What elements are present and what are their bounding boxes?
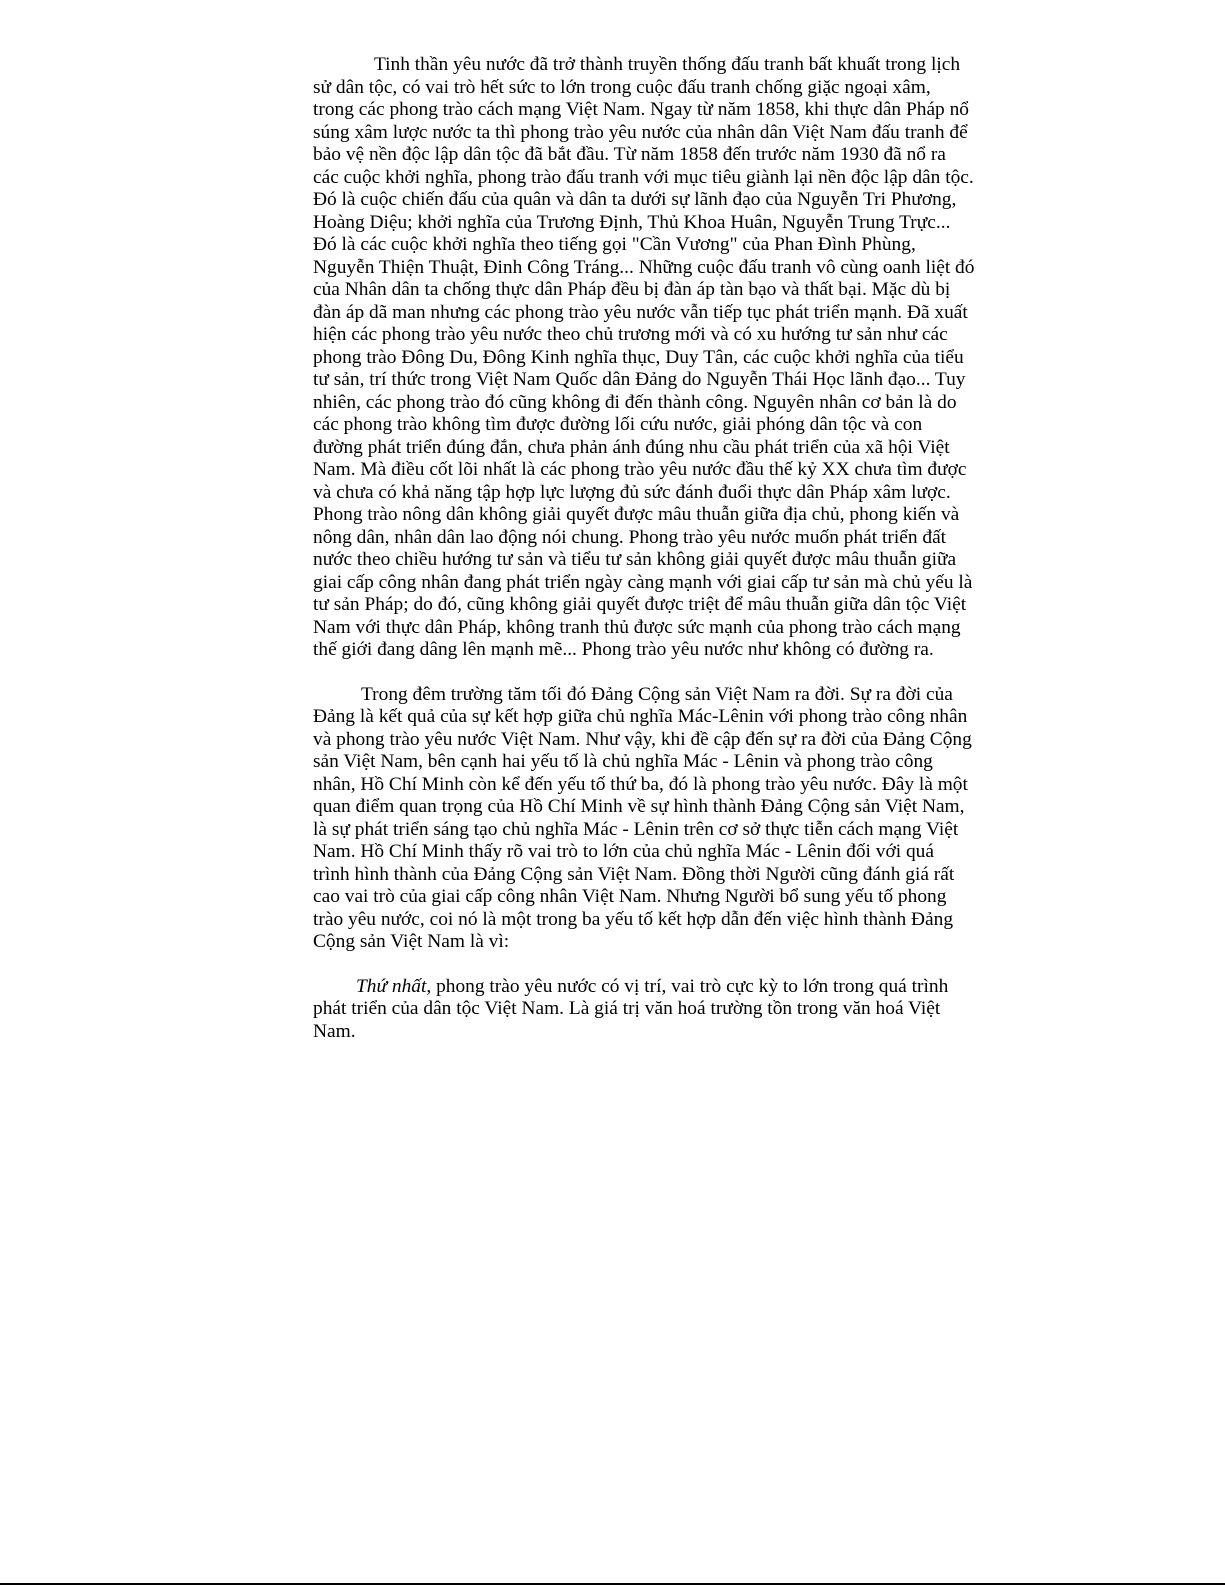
document-body <box>313 54 975 1043</box>
first-reason-text: , phong trào yêu nước có vị trí, vai trò cực kỳ to lớn trong quá trình phát triển của dân tộc Việt Nam. Là giá trị văn hoá trường tồn trong văn hoá Việt Nam. <box>313 975 949 1042</box>
paragraph-first-reason <box>313 976 975 1044</box>
paragraph-patriotic-tradition: Tinh thần yêu nước đã trở thành truyền thống đấu tranh bất khuất trong lịch sử dân tộc, có vai trò hết sức to lớn trong cuộc đấu tranh chống giặc ngoại xâm, trong các phong trào cách mạng Việt Nam. Ngay từ năm 1858, khi thực dân Pháp nổ súng xâm lược nước ta thì phong trào yêu nước của nhân dân Việt Nam đấu tranh để bảo vệ nền độc lập dân tộc đã bắt đầu. Từ năm 1858 đến trước năm 1930 đã nổ ra các cuộc khởi nghĩa, phong trào đấu tranh với mục tiêu giành lại nền độc lập dân tộc. Đó là cuộc chiến đấu của quân và dân ta dưới sự lãnh đạo của Nguyễn Tri Phương, Hoàng Diệu; khởi nghĩa của Trương Định, Thủ Khoa Huân, Nguyễn Trung Trực... Đó là các cuộc khởi nghĩa theo tiếng gọi "Cần Vương" của Phan Đình Phùng, Nguyễn Thiện Thuật, Đinh Công Tráng... Những cuộc đấu tranh vô cùng oanh liệt đó của Nhân dân ta chống thực dân Pháp đều bị đàn áp tàn bạo và thất bại. Mặc dù bị đàn áp dã man nhưng các phong trào yêu nước vẫn tiếp tục phát triển mạnh. Đã xuất hiện các phong trào yêu nước theo chủ trương mới và có xu hướng tư sản như các phong trào Đông Du, Đông Kinh nghĩa thục, Duy Tân, các cuộc khởi nghĩa của tiểu tư sản, trí thức trong Việt Nam Quốc dân Đảng do Nguyễn Thái Học lãnh đạo... Tuy nhiên, các phong trào đó cũng không đi đến thành công. Nguyên nhân cơ bản là do các phong trào không tìm được đường lối cứu nước, giải phóng dân tộc và con đường phát triển đúng đắn, chưa phản ánh đúng nhu cầu phát triển của xã hội Việt Nam. Mà điều cốt lõi nhất là các phong trào yêu nước đầu thế kỷ XX chưa tìm được và chưa có khả năng tập hợp lực lượng đủ sức đánh đuổi thực dân Pháp xâm lược. Phong trào nông dân không giải quyết được mâu thuẫn giữa địa chủ, phong kiến và nông dân, nhân dân lao động nói chung. Phong trào yêu nước muốn phát triển đất nước theo chiều hướng tư sản và tiểu tư sản không giải quyết được mâu thuẫn giữa giai cấp công nhân đang phát triển ngày càng mạnh với giai cấp tư sản mà chủ yếu là tư sản Pháp; do đó, cũng không giải quyết được triệt để mâu thuẫn giữa dân tộc Việt Nam với thực dân Pháp, không tranh thủ được sức mạnh của phong trào cách mạng thế giới đang dâng lên mạnh mẽ... Phong trào yêu nước như không có đường ra. <box>313 54 975 660</box>
first-reason-emphasis: Thứ nhất <box>356 975 427 997</box>
paragraph-party-founding: Trong đêm trường tăm tối đó Đảng Cộng sản Việt Nam ra đời. Sự ra đời của Đảng là kết quả của sự kết hợp giữa chủ nghĩa Mác-Lênin với phong trào công nhân và phong trào yêu nước Việt Nam. Như vậy, khi đề cập đến sự ra đời của Đảng Cộng sản Việt Nam, bên cạnh hai yếu tố là chủ nghĩa Mác - Lênin và phong trào công nhân, Hồ Chí Minh còn kể đến yếu tố thứ ba, đó là phong trào yêu nước. Đây là một quan điểm quan trọng của Hồ Chí Minh về sự hình thành Đảng Cộng sản Việt Nam, là sự phát triển sáng tạo chủ nghĩa Mác - Lênin trên cơ sở thực tiễn cách mạng Việt Nam. Hồ Chí Minh thấy rõ vai trò to lớn của chủ nghĩa Mác - Lênin đối với quá trình hình thành của Đảng Cộng sản Việt Nam. Đồng thời Người cũng đánh giá rất cao vai trò của giai cấp công nhân Việt Nam. Nhưng Người bổ sung yếu tố phong trào yêu nước, coi nó là một trong ba yếu tố kết hợp dẫn đến việc hình thành Đảng Cộng sản Việt Nam là vì: <box>313 683 972 952</box>
